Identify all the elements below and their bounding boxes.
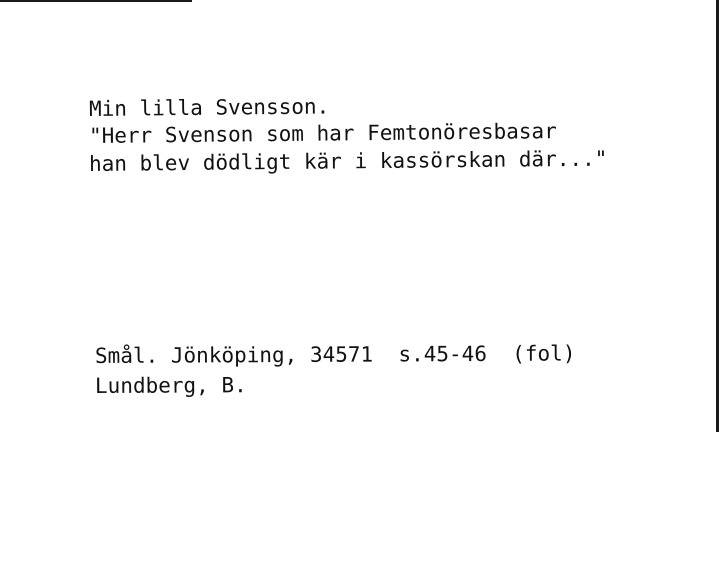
lyric-line-1: "Herr Svenson som har Femtonöresbasar (88, 119, 557, 148)
lyric-line-2: han blev dödligt kär i kassörskan där..." (88, 146, 608, 176)
scan-edge-top (0, 0, 192, 2)
source-reference: Smål. Jönköping, 34571 s.45-46 (fol) (94, 341, 576, 368)
collector-name: Lundberg, B. (94, 373, 247, 398)
song-title: Min lilla Svensson. (88, 94, 330, 121)
